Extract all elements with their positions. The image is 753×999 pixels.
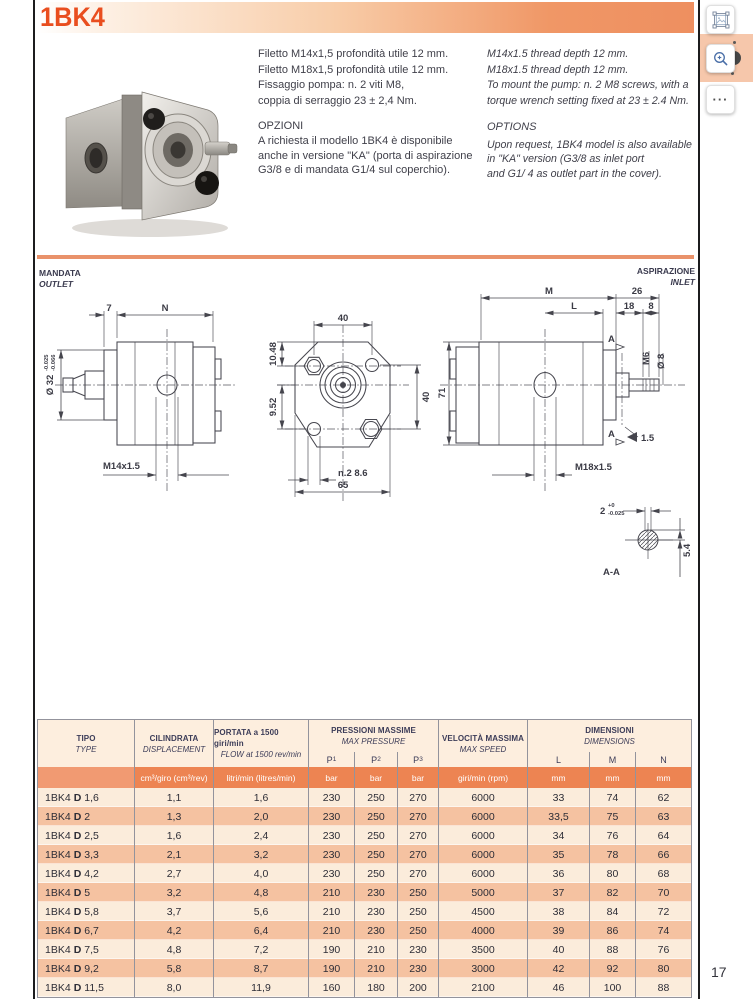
value-cell: 3,2 xyxy=(214,845,309,864)
type-cell: 1BK4 D 2,5 xyxy=(38,826,135,845)
pressure-sub-header: P 1 xyxy=(309,752,355,767)
value-cell: 230 xyxy=(355,902,398,921)
thread-label: M14x1.5 xyxy=(103,461,140,472)
dim-label: 71 xyxy=(437,387,448,399)
value-cell: 100 xyxy=(590,978,636,997)
value-cell: 82 xyxy=(590,883,636,902)
dim-label: 10.48 xyxy=(268,342,279,366)
value-cell: 3,2 xyxy=(135,883,214,902)
photo-shadow xyxy=(72,219,228,237)
zoom-in-icon xyxy=(712,50,730,68)
value-cell: 230 xyxy=(398,940,439,959)
dim-label: 8 xyxy=(648,301,654,312)
value-cell: 270 xyxy=(398,864,439,883)
type-cell: 1BK4 D 5 xyxy=(38,883,135,902)
holes-label: n.2 8.6 xyxy=(338,468,368,479)
unit-cell xyxy=(38,767,135,788)
pump-mid-plate xyxy=(122,95,142,209)
value-cell: 270 xyxy=(398,845,439,864)
value-cell: 4000 xyxy=(439,921,528,940)
front-view-drawing xyxy=(268,313,432,503)
value-cell: 1,6 xyxy=(214,788,309,807)
value-cell: 190 xyxy=(309,959,355,978)
type-cell: 1BK4 D 11,5 xyxy=(38,978,135,997)
unit-cell: mm xyxy=(590,767,636,788)
dimension-sub-header: N xyxy=(636,752,691,767)
value-cell: 230 xyxy=(309,864,355,883)
handle-dot xyxy=(733,41,736,44)
value-cell: 75 xyxy=(590,807,636,826)
spec-line: To mount the pump: n. 2 M8 screws, with a xyxy=(487,79,689,91)
dim-label: N xyxy=(161,303,169,314)
value-cell: 11,9 xyxy=(214,978,309,997)
value-cell: 46 xyxy=(528,978,590,997)
value-cell: 63 xyxy=(636,807,691,826)
value-cell: 2100 xyxy=(439,978,528,997)
type-cell: 1BK4 D 9,2 xyxy=(38,959,135,978)
spec-line: Filetto M18x1,5 profondità utile 12 mm. xyxy=(258,63,449,76)
image-icon xyxy=(712,11,730,29)
spec-table xyxy=(37,719,692,998)
options-line: A richiesta il modello 1BK4 è disponibile xyxy=(258,135,453,147)
col-header-pressioni: PRESSIONI MASSIME MAX PRESSURE xyxy=(309,720,439,752)
type-cell: 1BK4 D 3,3 xyxy=(38,845,135,864)
value-cell: 6000 xyxy=(439,788,528,807)
value-cell: 250 xyxy=(355,864,398,883)
value-cell: 74 xyxy=(636,921,691,940)
value-cell: 250 xyxy=(355,845,398,864)
tolerance-label: -0.025 xyxy=(44,354,50,371)
side-view-drawing xyxy=(44,303,235,491)
value-cell: 230 xyxy=(309,807,355,826)
more-options-button[interactable] xyxy=(706,85,735,114)
value-cell: 250 xyxy=(398,902,439,921)
spec-line: Fissaggio pompa: n. 2 viti M8, xyxy=(258,79,405,91)
value-cell: 210 xyxy=(309,921,355,940)
value-cell: 2,0 xyxy=(214,807,309,826)
page-title: 1BK4 xyxy=(40,2,105,32)
value-cell: 250 xyxy=(398,883,439,902)
value-cell: 40 xyxy=(528,940,590,959)
tolerance-label: +0 xyxy=(608,503,615,509)
dim-label: L xyxy=(571,301,577,312)
value-cell: 36 xyxy=(528,864,590,883)
unit-cell: cm³/giro (cm³/rev) xyxy=(135,767,214,788)
unit-cell: mm xyxy=(528,767,590,788)
value-cell: 3000 xyxy=(439,959,528,978)
thread-label: M18x1.5 xyxy=(575,462,612,473)
spec-line: M18x1.5 thread depth 12 mm. xyxy=(487,63,629,76)
value-cell: 230 xyxy=(309,788,355,807)
value-cell: 88 xyxy=(636,978,691,997)
value-cell: 42 xyxy=(528,959,590,978)
value-cell: 4,2 xyxy=(135,921,214,940)
value-cell: 34 xyxy=(528,826,590,845)
value-cell: 80 xyxy=(590,864,636,883)
header-band xyxy=(37,2,694,33)
col-header-tipo: TIPO TYPE xyxy=(38,720,135,767)
value-cell: 230 xyxy=(309,826,355,845)
pressure-sub-header: P 3 xyxy=(398,752,439,767)
value-cell: 68 xyxy=(636,864,691,883)
value-cell: 78 xyxy=(590,845,636,864)
type-cell: 1BK4 D 2 xyxy=(38,807,135,826)
value-cell: 6000 xyxy=(439,864,528,883)
outlet-label: MANDATA OUTLET xyxy=(39,268,81,289)
value-cell: 230 xyxy=(398,959,439,978)
options-heading: OPZIONI xyxy=(258,120,304,132)
value-cell: 250 xyxy=(355,826,398,845)
type-cell: 1BK4 D 4,2 xyxy=(38,864,135,883)
value-cell: 8,7 xyxy=(214,959,309,978)
image-tool-button[interactable] xyxy=(706,5,735,34)
orange-divider xyxy=(37,255,694,259)
dim-label: 5.4 xyxy=(682,543,693,557)
value-cell: 3,7 xyxy=(135,902,214,921)
options-heading: OPTIONS xyxy=(487,121,537,133)
options-line: and G1/ 4 as outlet part in the cover). xyxy=(487,167,662,180)
value-cell: 84 xyxy=(590,902,636,921)
value-cell: 3500 xyxy=(439,940,528,959)
value-cell: 1,1 xyxy=(135,788,214,807)
dim-label: 40 xyxy=(421,391,432,403)
dim-label: 2 xyxy=(600,506,606,517)
value-cell: 210 xyxy=(355,940,398,959)
value-cell: 1,3 xyxy=(135,807,214,826)
dim-label: Ø 8 xyxy=(656,353,667,369)
dim-label: Ø 32 xyxy=(45,374,56,396)
value-cell: 72 xyxy=(636,902,691,921)
unit-cell: mm xyxy=(636,767,691,788)
dim-label: 18 xyxy=(623,301,635,312)
value-cell: 250 xyxy=(398,921,439,940)
value-cell: 4500 xyxy=(439,902,528,921)
zoom-in-button[interactable] xyxy=(706,44,735,73)
value-cell: 76 xyxy=(590,826,636,845)
hex-plug-bottom xyxy=(195,171,219,195)
value-cell: 180 xyxy=(355,978,398,997)
page-border-right xyxy=(698,0,700,999)
value-cell: 4,8 xyxy=(214,883,309,902)
value-cell: 2,7 xyxy=(135,864,214,883)
value-cell: 33,5 xyxy=(528,807,590,826)
technical-drawings xyxy=(37,285,693,600)
value-cell: 6,4 xyxy=(214,921,309,940)
page-border-left xyxy=(33,0,35,999)
rear-view-drawing xyxy=(437,286,685,491)
tolerance-label: -0.025 xyxy=(608,511,625,517)
value-cell: 190 xyxy=(309,940,355,959)
value-cell: 88 xyxy=(590,940,636,959)
tolerance-label: -0.066 xyxy=(51,354,57,371)
value-cell: 4,0 xyxy=(214,864,309,883)
hex-plug-top xyxy=(143,108,165,130)
specs-italian xyxy=(258,47,448,109)
section-detail-drawing xyxy=(600,503,693,578)
value-cell: 250 xyxy=(355,788,398,807)
options-line: in "KA" version (G3/8 as inlet port xyxy=(487,153,645,165)
spec-line: coppia di serraggio 23 ± 2,4 Nm. xyxy=(258,94,417,107)
spec-line: Filetto M14x1,5 profondità utile 12 mm. xyxy=(258,48,449,60)
options-line: anche in versione "KA" (porta di aspirazione xyxy=(258,149,473,162)
value-cell: 2,1 xyxy=(135,845,214,864)
value-cell: 92 xyxy=(590,959,636,978)
value-cell: 37 xyxy=(528,883,590,902)
dimension-sub-header: L xyxy=(528,752,590,767)
dim-label: 7 xyxy=(106,303,112,314)
dimension-sub-header: M xyxy=(590,752,636,767)
value-cell: 5000 xyxy=(439,883,528,902)
unit-cell: litri/min (litres/min) xyxy=(214,767,309,788)
options-italian xyxy=(258,120,472,178)
dim-label: M xyxy=(545,286,553,297)
value-cell: 4,8 xyxy=(135,940,214,959)
value-cell: 38 xyxy=(528,902,590,921)
type-cell: 1BK4 D 7,5 xyxy=(38,940,135,959)
value-cell: 230 xyxy=(355,921,398,940)
value-cell: 160 xyxy=(309,978,355,997)
spec-line: M14x1.5 thread depth 12 mm. xyxy=(487,48,629,60)
value-cell: 66 xyxy=(636,845,691,864)
value-cell: 270 xyxy=(398,788,439,807)
product-photo xyxy=(58,86,240,246)
value-cell: 33 xyxy=(528,788,590,807)
value-cell: 2,4 xyxy=(214,826,309,845)
pump-shaft xyxy=(205,142,230,155)
value-cell: 5,8 xyxy=(135,959,214,978)
value-cell: 70 xyxy=(636,883,691,902)
value-cell: 8,0 xyxy=(135,978,214,997)
dim-label: 65 xyxy=(337,480,349,491)
col-header-dimensioni: DIMENSIONI DIMENSIONS xyxy=(528,720,691,752)
dim-label: 26 xyxy=(631,286,643,297)
unit-cell: bar xyxy=(309,767,355,788)
value-cell: 200 xyxy=(398,978,439,997)
value-cell: 210 xyxy=(309,883,355,902)
value-cell: 270 xyxy=(398,826,439,845)
dim-label: 1.5 xyxy=(641,433,655,444)
value-cell: 1,6 xyxy=(135,826,214,845)
value-cell: 270 xyxy=(398,807,439,826)
spec-line: torque wrench setting fixed at 23 ± 2.4 Nm. xyxy=(487,94,689,107)
section-marker: A xyxy=(608,334,615,345)
page-number: 17 xyxy=(711,964,727,980)
unit-cell: bar xyxy=(398,767,439,788)
section-label: A-A xyxy=(603,567,620,578)
dim-label: 9.52 xyxy=(268,397,279,417)
col-header-velocita: VELOCITÀ MASSIMA MAX SPEED xyxy=(439,720,528,767)
value-cell: 39 xyxy=(528,921,590,940)
value-cell: 62 xyxy=(636,788,691,807)
value-cell: 76 xyxy=(636,940,691,959)
col-header-cilindrata: CILINDRATA DISPLACEMENT xyxy=(135,720,214,767)
dim-label: M6 xyxy=(641,351,652,365)
value-cell: 5,6 xyxy=(214,902,309,921)
ellipsis-icon: ··· xyxy=(712,92,729,107)
specs-english xyxy=(487,47,689,109)
value-cell: 7,2 xyxy=(214,940,309,959)
value-cell: 64 xyxy=(636,826,691,845)
options-line: Upon request, 1BK4 model is also available xyxy=(487,138,692,151)
value-cell: 210 xyxy=(309,902,355,921)
value-cell: 80 xyxy=(636,959,691,978)
section-marker: A xyxy=(608,429,615,440)
unit-cell: bar xyxy=(355,767,398,788)
pressure-sub-header: P 2 xyxy=(355,752,398,767)
value-cell: 86 xyxy=(590,921,636,940)
unit-cell: giri/min (rpm) xyxy=(439,767,528,788)
value-cell: 6000 xyxy=(439,807,528,826)
value-cell: 74 xyxy=(590,788,636,807)
type-cell: 1BK4 D 1,6 xyxy=(38,788,135,807)
options-english xyxy=(487,120,692,181)
value-cell: 6000 xyxy=(439,826,528,845)
value-cell: 250 xyxy=(355,807,398,826)
value-cell: 210 xyxy=(355,959,398,978)
options-line: G3/8 e di mandata G1/4 sul coperchio). xyxy=(258,164,450,176)
col-header-portata: PORTATA a 1500 giri/min FLOW at 1500 rev/min xyxy=(214,720,309,767)
dim-label: 40 xyxy=(337,313,349,324)
value-cell: 6000 xyxy=(439,845,528,864)
value-cell: 230 xyxy=(309,845,355,864)
inlet-label: ASPIRAZIONE INLET xyxy=(636,266,695,287)
value-cell: 35 xyxy=(528,845,590,864)
value-cell: 230 xyxy=(355,883,398,902)
type-cell: 1BK4 D 5,8 xyxy=(38,902,135,921)
type-cell: 1BK4 D 6,7 xyxy=(38,921,135,940)
